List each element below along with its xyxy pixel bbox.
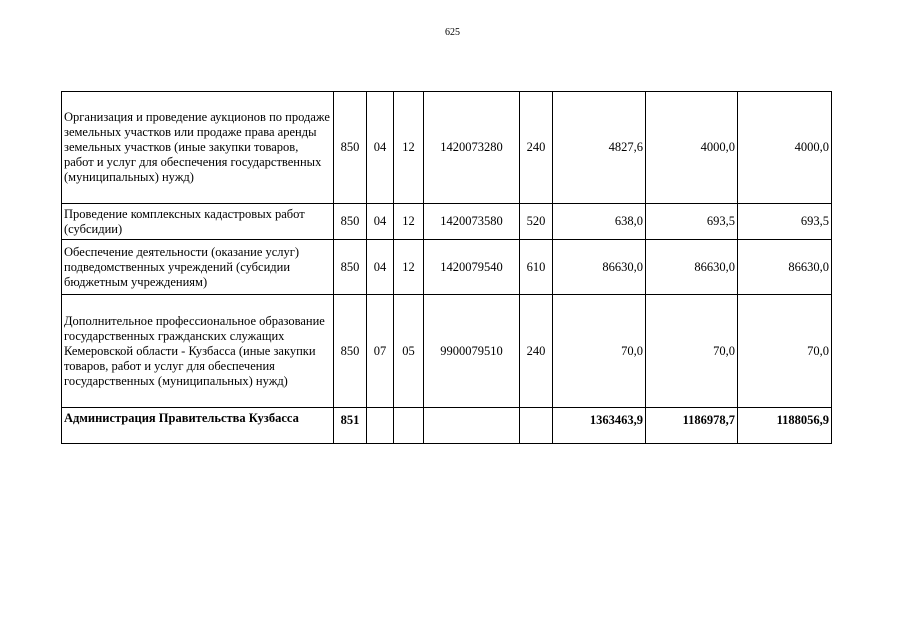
ministry-code: 850 [334, 295, 367, 408]
subsection-code: 12 [394, 92, 424, 204]
section-code: 07 [367, 295, 394, 408]
row-name: Дополнительное профессиональное образование государственных гражданских служащих Кемеровской области - Кузбасса (иные закупки товаров, работ и услуг для обеспечения государственных (муниципальных) нужд) [62, 295, 334, 408]
row-name: Проведение комплексных кадастровых работ (субсидии) [62, 204, 334, 240]
amount-year-3: 693,5 [738, 204, 832, 240]
expense-type-code: 240 [520, 295, 553, 408]
subsection-code: 05 [394, 295, 424, 408]
amount-year-3: 86630,0 [738, 240, 832, 295]
amount-year-1: 86630,0 [553, 240, 646, 295]
expense-type-code: 520 [520, 204, 553, 240]
amount-year-1: 70,0 [553, 295, 646, 408]
ministry-code: 850 [334, 204, 367, 240]
section-code: 04 [367, 240, 394, 295]
target-article-code: 1420073580 [424, 204, 520, 240]
total-amount-year-3: 1188056,9 [738, 408, 832, 444]
table-row [62, 204, 832, 240]
amount-year-2: 86630,0 [646, 240, 738, 295]
subsection-code: 12 [394, 204, 424, 240]
total-subsection-code [394, 408, 424, 444]
amount-year-3: 4000,0 [738, 92, 832, 204]
ministry-code: 850 [334, 240, 367, 295]
total-amount-year-2: 1186978,7 [646, 408, 738, 444]
target-article-code: 9900079510 [424, 295, 520, 408]
row-name: Обеспечение деятельности (оказание услуг) подведомственных учреждений (субсидии бюджетным учреждениям) [62, 240, 334, 295]
table-row [62, 295, 832, 408]
total-expense-type-code [520, 408, 553, 444]
total-amount-year-1: 1363463,9 [553, 408, 646, 444]
total-row-name: Администрация Правительства Кузбасса [62, 408, 334, 444]
table-row [62, 240, 832, 295]
ministry-code: 850 [334, 92, 367, 204]
target-article-code: 1420079540 [424, 240, 520, 295]
total-target-article-code [424, 408, 520, 444]
total-section-code [367, 408, 394, 444]
amount-year-1: 4827,6 [553, 92, 646, 204]
amount-year-2: 693,5 [646, 204, 738, 240]
section-code: 04 [367, 92, 394, 204]
amount-year-2: 4000,0 [646, 92, 738, 204]
table-row [62, 92, 832, 204]
target-article-code: 1420073280 [424, 92, 520, 204]
total-ministry-code: 851 [334, 408, 367, 444]
expense-type-code: 610 [520, 240, 553, 295]
amount-year-2: 70,0 [646, 295, 738, 408]
total-row [62, 408, 832, 444]
amount-year-1: 638,0 [553, 204, 646, 240]
amount-year-3: 70,0 [738, 295, 832, 408]
page-number: 625 [445, 27, 460, 38]
budget-table [61, 91, 832, 444]
row-name: Организация и проведение аукционов по продаже земельных участков или продаже права аренды земельных участков (иные закупки товаров, работ и услуг для обеспечения государственных (муниципальных) нужд) [62, 92, 334, 204]
section-code: 04 [367, 204, 394, 240]
expense-type-code: 240 [520, 92, 553, 204]
subsection-code: 12 [394, 240, 424, 295]
